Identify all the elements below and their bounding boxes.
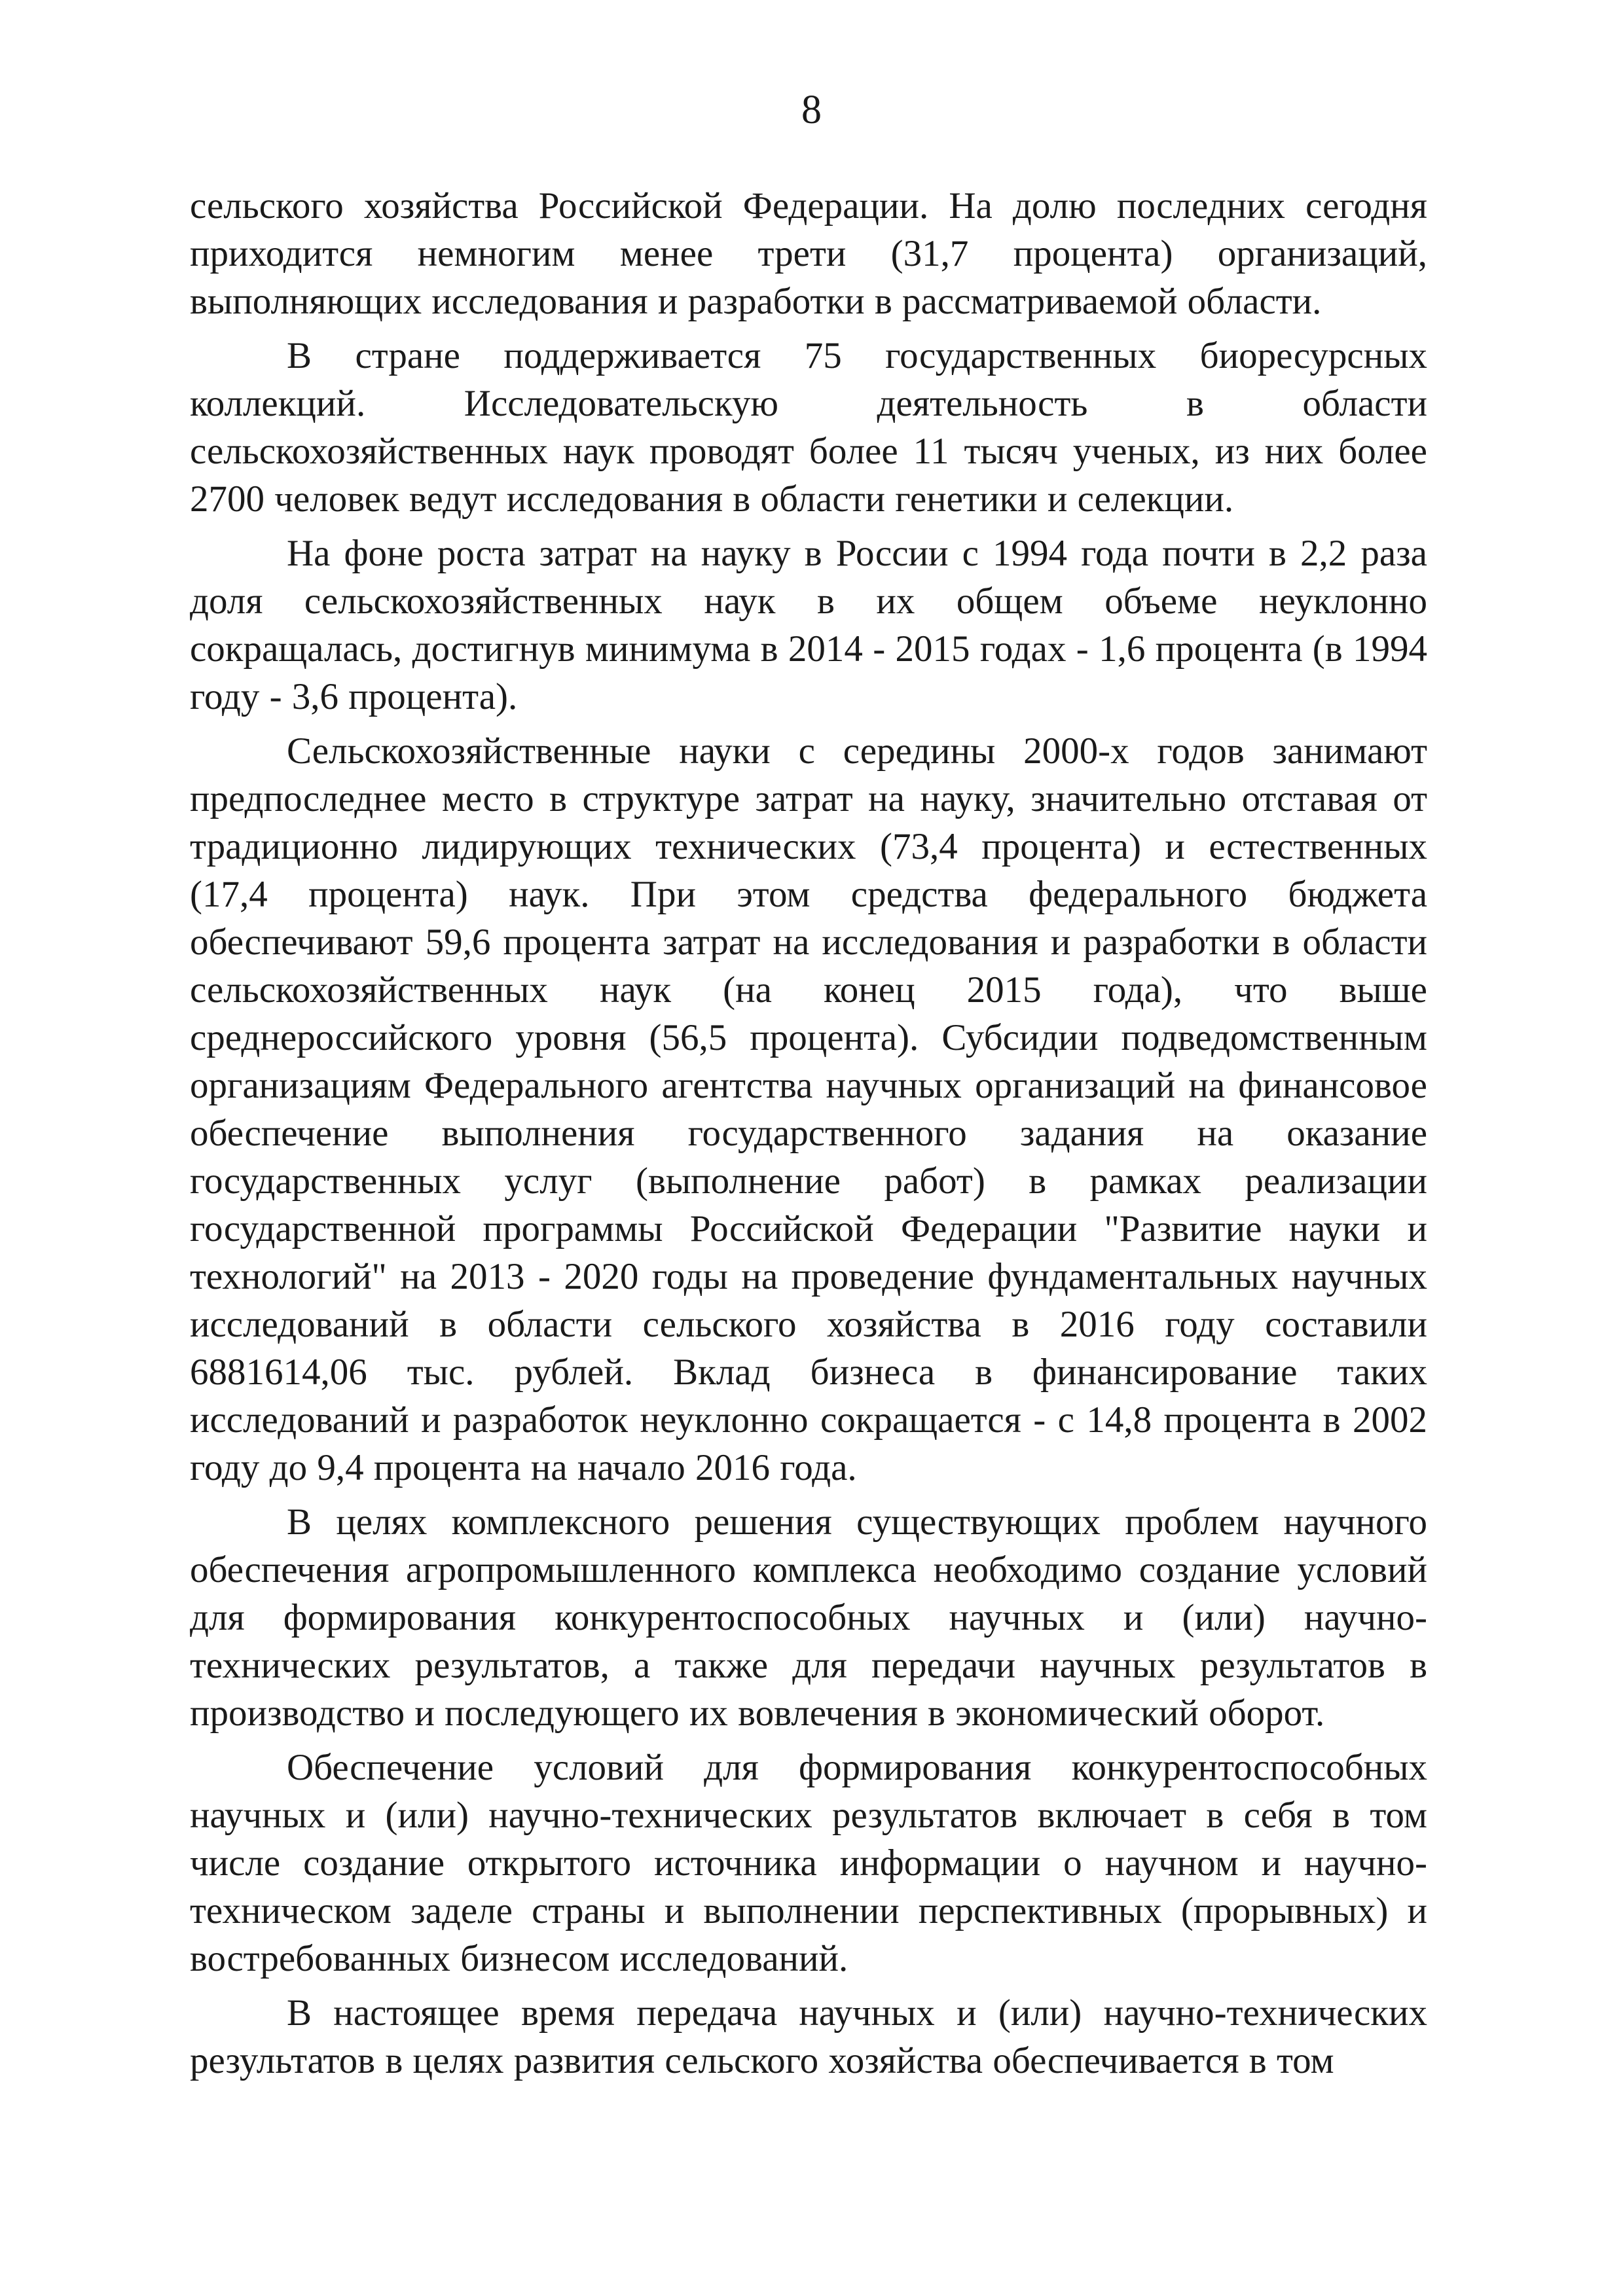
document-body [190,182,1427,2091]
paragraph-goals: В целях комплексного решения существующих проблем научного обеспечения агропромышленного комплекса необходимо создание условий для формирования конкурентоспособных научных и (или) научно-технических результатов, а также для передачи научных результатов в производство и последующего их вовлечения в экономический оборот. [190,1501,1427,1734]
paragraph-conditions: Обеспечение условий для формирования конкурентоспособных научных и (или) научно-технических результатов включает в себя в том числе создание открытого источника информации о научном и научно-техническом заделе страны и выполнении перспективных (прорывных) и востребованных бизнесом исследований. [190,1747,1427,1979]
paragraph-funding-structure: Сельскохозяйственные науки с середины 2000-х годов занимают предпоследнее место в структуре затрат на науку, значительно отставая от традиционно лидирующих технических (73,4 процента) и естественных (17,4 процента) наук. При этом средства федерального бюджета обеспечивают 59,6 процента затрат на исследования и разработки в области сельскохозяйственных наук (на конец 2015 года), что выше среднероссийского уровня (56,5 процента). Субсидии подведомственным организациям Федерального агентства научных организаций на финансовое обеспечение выполнения государственного задания на оказание государственных услуг (выполнение работ) в рамках реализации государственной программы Российской Федерации "Развитие науки и технологий" на 2013 - 2020 годы на проведение фундаментальных научных исследований в области сельского хозяйства в 2016 году составили 6881614,06 тыс. рублей. Вклад бизнеса в финансирование таких исследований и разработок неуклонно сокращается - с 14,8 процента в 2002 году до 9,4 процента на начало 2016 года. [190,730,1427,1488]
page-number: 8 [801,88,822,132]
paragraph-biocollections: В стране поддерживается 75 государственных биоресурсных коллекций. Исследовательскую деятельность в области сельскохозяйственных наук проводят более 11 тысяч ученых, из них более 2700 человек ведут исследования в области генетики и селекции. [190,335,1427,520]
paragraph-transfer: В настоящее время передача научных и (или) научно-технических результатов в целях развития сельского хозяйства обеспечивается в том [190,1992,1427,2081]
paragraph-science-costs: На фоне роста затрат на науку в России с 1994 года почти в 2,2 раза доля сельскохозяйственных наук в их общем объеме неуклонно сокращалась, достигнув минимума в 2014 - 2015 годах - 1,6 процента (в 1994 году - 3,6 процента). [190,533,1427,717]
paragraph-continuation: сельского хозяйства Российской Федерации. На долю последних сегодня приходится немногим менее трети (31,7 процента) организаций, выполняющих исследования и разработки в рассматриваемой области. [190,185,1427,322]
